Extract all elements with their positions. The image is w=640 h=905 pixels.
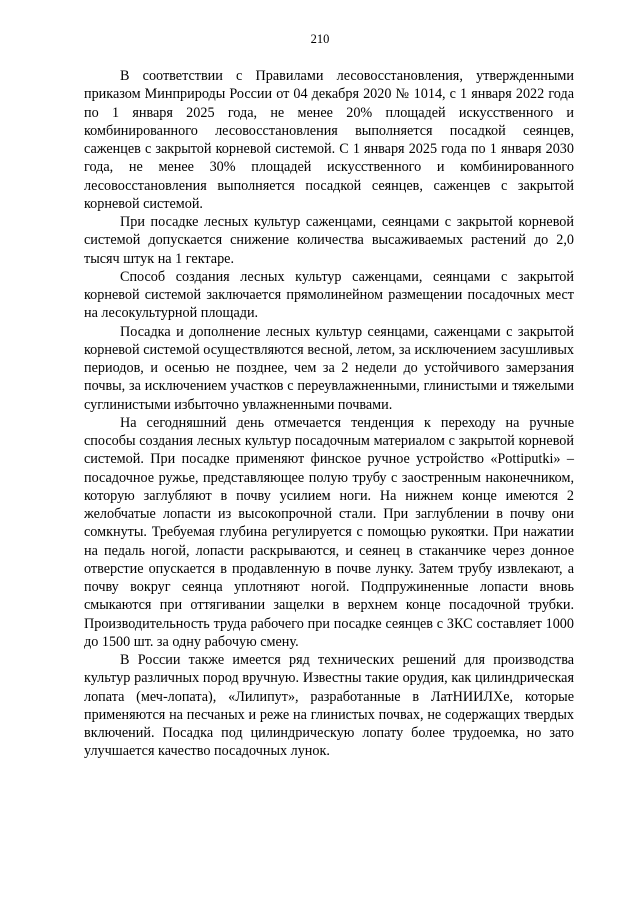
document-body: [84, 67, 574, 761]
paragraph-reforestation-rules: В соответствии с Правилами лесовосстановления, утвержденными приказом Минприроды России от 04 декабря 2020 № 1014, с 1 января 2022 года по 1 января 2025 года, не менее 20% площадей искусственного и комбинированного лесовосстановления выполняется посадкой сеянцев, саженцев с закрытой корневой системой. С 1 января 2025 года по 1 января 2030 года, не менее 30% площадей искусственного и комбинированного лесовосстановления выполняется посадкой сеянцев, саженцев с закрытой корневой системой.: [84, 68, 574, 212]
paragraph-russian-tools: В России также имеется ряд технических решений для производства культур различных пород вручную. Известны такие орудия, как цилиндрическая лопата (меч-лопата), «Лилипут», разработанные в ЛатНИИЛХе, которые применяются на песчаных и реже на глинистых почвах, не содержащих твердых включений. Посадка под цилиндрическую лопату более трудоемка, но зато улучшается качество посадочных лунок.: [84, 652, 574, 760]
paragraph-planting-method: Способ создания лесных культур саженцами, сеянцами с закрытой корневой системой заключается прямолинейном размещении посадочных мест на лесокультурной площади.: [84, 268, 574, 322]
paragraph-planting-season: Посадка и дополнение лесных культур сеянцами, саженцами с закрытой корневой системой осуществляются весной, летом, за исключением засушливых периодов, и осенью не позднее, чем за 2 недели до устойчивого замерзания почвы, за исключением участков с переувлажненными, глинистыми и тяжелыми суглинистыми избыточно увлажненными почвами.: [84, 323, 574, 413]
paragraph-pottiputki-tool: На сегодняшний день отмечается тенденция к переходу на ручные способы создания лесных культур посадочным материалом с закрытой корневой системой. При посадке применяют финское ручное устройство «Pottiputki» – посадочное ружье, представляющее полую трубу с заостренным наконечником, которую заглубляют в почву усилием ноги. На нижнем конце имеются 2 желобчатые лопасти из высокопрочной стали. При заглублении в почву они сомкнуты. Требуемая глубина регулируется с помощью рукоятки. При нажатии на педаль ногой, лопасти раскрываются, и сеянец в стаканчике через донное отверстие опускается в продавленную в почве лунку. Затем трубу извлекают, а почву вокруг сеянца уплотняют ногой. Подпружиненные лопасти вновь смыкаются при оттягивании защелки в верхнем конце посадочной трубки. Производительность труда рабочего при посадке сеянцев с ЗКС составляет 1000 до 1500 шт. за одну рабочую смену.: [84, 414, 574, 650]
paragraph-planting-density: При посадке лесных культур саженцами, сеянцами с закрытой корневой системой допускается снижение количества высаживаемых растений до 2,0 тысяч штук на 1 гектаре.: [84, 214, 574, 267]
page-number: 210: [310, 32, 330, 46]
